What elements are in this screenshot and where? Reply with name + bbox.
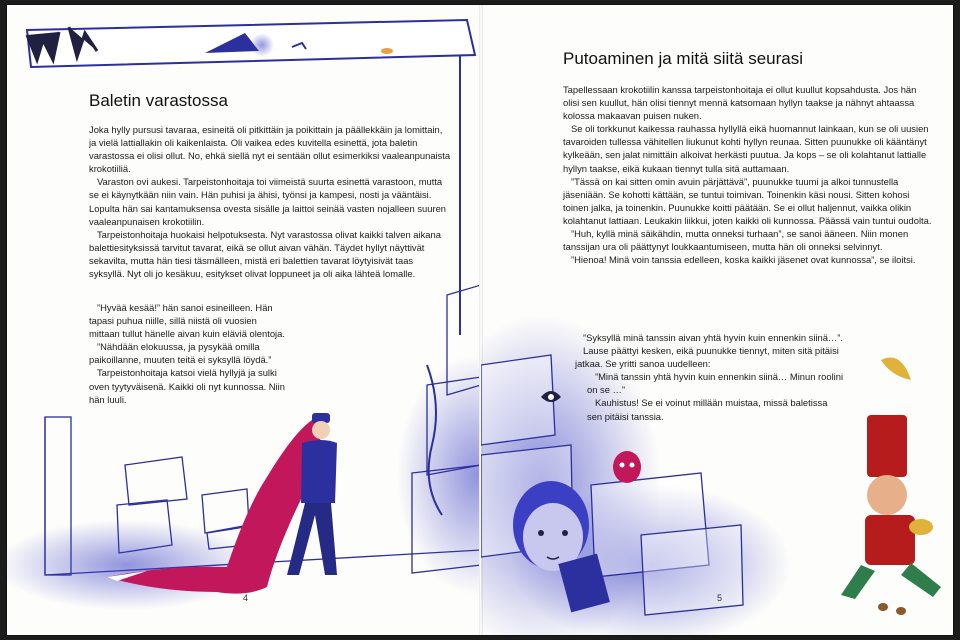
right-body-text (563, 83, 933, 266)
left-paragraph: Tarpeistonhoitaja katsoi vielä hyllyjä ja sulki oven tyytyväisenä. Kaikki oli nyt kunnossa. Niin hän luuli. (89, 367, 285, 405)
right-paragraph: ”Syksyllä minä tanssin aivan yhtä hyvin kuin ennenkin siinä…”. (583, 332, 844, 343)
left-body-text (89, 123, 451, 280)
acorns (878, 603, 906, 615)
book-spread (6, 4, 954, 636)
pink-bud-creature (613, 451, 641, 483)
page-number-left: 4 (243, 593, 249, 603)
left-heading: Baletin varastossa (89, 91, 228, 110)
left-body-text-narrow (89, 301, 289, 406)
right-paragraph: ”Huh, kyllä minä säikähdin, mutta onneksi turhaan”, se sanoi ääneen. Niin monen tanssijan ura oli päättynyt loukkaantumiseen, mutta hän oli onneksi selvinnyt. (563, 228, 909, 253)
right-heading: Putoaminen ja mitä siitä seurasi (563, 49, 804, 68)
left-paragraph: ”Hyvää kesää!” hän sanoi esineilleen. Hän tapasi puhua niille, sillä niistä oli vuosien mittaan tullut hänelle aivan kuin eläviä olentoja. (89, 302, 285, 340)
left-page (7, 5, 481, 635)
right-paragraph: Tapellessaan krokotiilin kanssa tarpeistonhoitaja ei ollut kuullut kopsahdusta. Jos hän olisi sen kuullut, hän olisi tiennyt mennä katsomaan hyllyn taakse ja nähnyt ahtaassa kolossa makaavan puisen nuken. (563, 84, 917, 122)
right-paragraph: Se oli torkkunut kaikessa rauhassa hyllyllä eikä huomannut lainkaan, kun se oli uusien tavaroiden tullessa vähitellen liukunut kohti hyllyn reunaa. Sitten puunukke oli kääntänyt kylkeään, sen jalat nimittäin alkoivat herkästi puutua. Ja kops – se oli kolahtanut lattialle hyllyn taakse, eikä kukaan tiennyt tulla sitä auttamaan. (563, 123, 929, 174)
left-paragraph: ”Nähdään elokuussa, ja pysykää omilla paikoillanne, muuten teitä ei syksyllä löydä.” (89, 341, 272, 366)
right-paragraph: Lause päättyi kesken, eikä puunukke tiennyt, miten sitä pitäisi jatkaa. Se yritti sanoa uudelleen: (575, 345, 839, 370)
nutcracker-soldier (841, 358, 941, 600)
left-paragraph: Joka hylly pursusi tavaraa, esineitä oli pitkittäin ja poikittain ja päällekkäin ja lomittain, ja vielä lattiallakin oli kaikenlaista. Oli vaikea edes kuvitella esinettä, jota baletin varastossa ei olisi ollut. No, ehkä siellä nyt ei sentään ollut esimerkiksi vaaleanpunaista krokotiiliä. (89, 124, 451, 175)
right-paragraph: ”Hienoa! Minä voin tanssia edelleen, koska kaikki jäsenet ovat kunnossa”, se iloitsi. (571, 254, 916, 266)
right-page (481, 5, 954, 635)
right-paragraph: Kauhistus! Se ei voinut millään muistaa, missä baletissa sen pitäisi tanssia. (587, 397, 828, 422)
left-paragraph: Tarpeistonhoitaja huokaisi helpotuksesta. Nyt varastossa olivat kaikki talven aikana balettiesityksissä tarvitut tavarat, eikä se ollut aivan vähän. Täydet hyllyt näyttivät sekavilta, mutta hän tiesi täsmälleen, mistä eri balettien tavarat löytyisivät taas syksyllä. Nyt oli jo kesäkuu, esitykset olivat loppuneet ja oli aika lähteä lomalle. (89, 228, 441, 280)
right-body-text-narrow (575, 331, 845, 423)
page-number-right: 5 (717, 593, 723, 603)
right-paragraph: ”Tässä on kai sitten omin avuin pärjättävä”, puunukke tuumi ja alkoi tunnustella jäseniään. Se kohotti kättään, se tuntui toimivan. Toinenkin käsi nousi. Sitten kohosi toinen jalka, ja toinenkin. Puunukke koitti päätään. Se ei ollut haljennut, vaikka olikin kolahtanut lattiaan. Leukakin liikkui, joten kaikki oli kunnossa. Päässä vain tuntui oudolta. (563, 175, 932, 226)
left-paragraph: Varaston ovi aukesi. Tarpeistonhoitaja toi viimeistä suurta esinettä varastoon, mutta se ei käynytkään niin vain. Hän puhisi ja ähisi, työnsi ja kampesi, nosti ja vääntäisi. Lopulta hän sai kantamuksensa ovesta sisälle ja laittoi seinää vasten nojalleen suuren vaaleanpunaisen krokotiilin. (89, 176, 446, 227)
right-paragraph: ”Minä tanssin yhtä hyvin kuin ennenkin siinä… Minun roolini on se …” (587, 371, 844, 396)
